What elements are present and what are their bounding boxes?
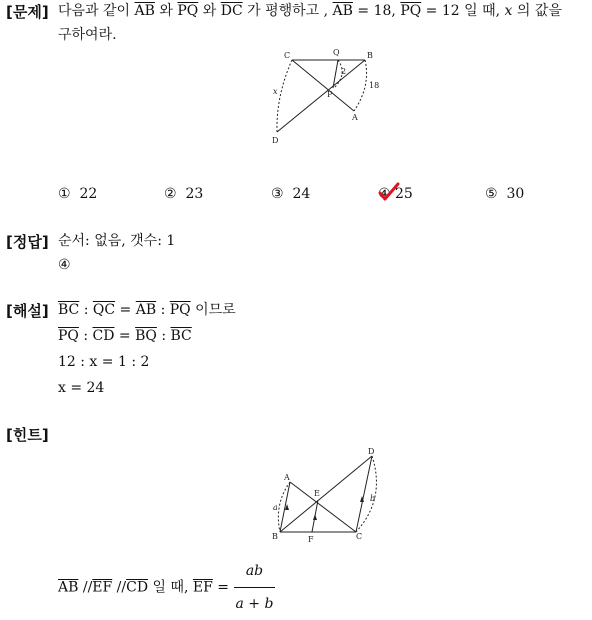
problem-wa: 와: [159, 3, 173, 19]
fig-label-b: B: [367, 51, 373, 60]
fig-label-q: Q: [333, 48, 340, 57]
fig-label-x: x: [273, 87, 278, 96]
choice-4[interactable]: [378, 186, 413, 202]
problem-text-c: 일 때,: [464, 3, 501, 19]
answer-line-2: ④: [58, 257, 71, 273]
fig-label-18: 18: [369, 81, 380, 90]
problem-figure: [266, 46, 384, 148]
answer-label: [정답]: [6, 233, 49, 251]
problem-text-d: 의 값을: [516, 3, 562, 19]
hint-fraction: [234, 555, 276, 620]
segment-pq: $\overline{PQ}$: [177, 3, 199, 19]
seg-qc: $\overline{QC}$: [92, 302, 116, 318]
choice-1[interactable]: [58, 186, 97, 202]
seg-bc: $\overline{BC}$: [58, 302, 80, 318]
seg-ab: $\overline{AB}$: [135, 302, 157, 318]
choice-2-value: 23: [185, 186, 204, 202]
explanation-line-2: $\overline{PQ}$ : $\overline{CD} = \overline{BQ}$ : $\overline{BC}$: [58, 328, 192, 344]
hint-seg-ef-2: $\overline{EF}$: [192, 579, 213, 596]
segment-ab: $\overline{AB}$: [134, 3, 155, 19]
seg-bq: $\overline{BQ}$: [135, 328, 157, 344]
segment-dc: $\overline{DC}$: [220, 3, 243, 19]
problem-line-1: [58, 2, 562, 20]
checkmark-icon: [378, 182, 400, 202]
hint-fig-a-len: a: [273, 503, 278, 512]
explanation-label: [해설]: [6, 302, 49, 320]
choice-3[interactable]: [271, 186, 310, 202]
hint-fig-b-len: b: [370, 494, 376, 503]
fig-label-c: C: [284, 51, 291, 60]
problem-label: [문제]: [6, 3, 49, 21]
hint-fig-d-point: D: [368, 447, 375, 456]
choice-3-value: 24: [292, 186, 311, 202]
choice-1-value: 22: [79, 186, 98, 202]
problem-line-2: 구하여라.: [58, 27, 117, 43]
choice-5[interactable]: [485, 186, 524, 202]
fraction-numerator: ab: [234, 555, 276, 588]
hint-formula: $\overline{AB}$ $//\overline{EF}$ $//\overline{CD}$ 일 때, $\overline{EF}$ = $\frac{ab}{a + b}$: [58, 555, 275, 620]
explanation-line-4: x = 24: [58, 380, 105, 396]
problem-wa-2: 와: [202, 3, 217, 19]
hint-label: [힌트]: [6, 426, 49, 444]
hint-figure: [268, 444, 386, 544]
problem-text-b: 가 평행하고 ,: [247, 3, 329, 19]
hint-seg-ab: $\overline{AB}$: [58, 579, 79, 596]
fig-label-p: P: [327, 90, 333, 99]
choice-1-num: ①: [58, 186, 71, 202]
hint-mid: 일 때,: [152, 579, 189, 596]
choice-3-num: ③: [271, 186, 284, 202]
explanation-line-3: 12 : x = 1 : 2: [58, 354, 150, 370]
fig-label-a: A: [352, 113, 358, 122]
seg-cd: $\overline{CD}$: [92, 328, 115, 344]
fig-label-d: D: [272, 136, 279, 145]
hint-fig-b-point: B: [272, 532, 278, 541]
seg-bc-2: $\overline{BC}$: [170, 328, 192, 344]
explanation-line-1: $\overline{BC}$ : $\overline{QC} = \overline{AB}$ : $\overline{PQ}$ 이므로: [58, 302, 236, 318]
choice-5-value: 30: [506, 186, 525, 202]
choice-4-value: 25: [395, 186, 413, 202]
seg-pq-2: $\overline{PQ}$: [58, 328, 79, 344]
choice-2-num: ②: [164, 186, 177, 202]
fraction-denominator: a + b: [235, 596, 274, 612]
answer-line-1: 순서: 없음, 갯수: 1: [58, 233, 176, 249]
seg-pq: $\overline{PQ}$: [169, 302, 191, 318]
problem-text-a: 다음과 같이: [58, 3, 131, 19]
hint-fig-e-point: E: [314, 489, 320, 498]
hint-fig-c-point: C: [356, 532, 363, 541]
choice-5-num: ⑤: [485, 186, 498, 202]
fig-label-2: 2: [341, 67, 347, 76]
hint-seg-cd: $\overline{CD}$: [126, 579, 149, 596]
hint-sep-1: //: [78, 579, 93, 596]
segment-ab-eq: $\overline{AB}$: [332, 3, 353, 19]
explanation-tail: 이므로: [195, 302, 236, 318]
hint-sep-2: //: [112, 579, 127, 596]
segment-pq-eq: $\overline{PQ}$: [400, 3, 422, 19]
hint-fig-a-point: A: [284, 473, 290, 482]
eq2-rhs: = 12: [421, 3, 460, 19]
hint-seg-ef: $\overline{EF}$: [92, 579, 113, 596]
var-x: x: [504, 3, 513, 19]
choice-2[interactable]: [164, 186, 203, 202]
choice-4-num: ④: [378, 186, 391, 202]
hint-fig-f-point: F: [308, 535, 314, 544]
eq1-rhs: = 18,: [352, 3, 396, 19]
